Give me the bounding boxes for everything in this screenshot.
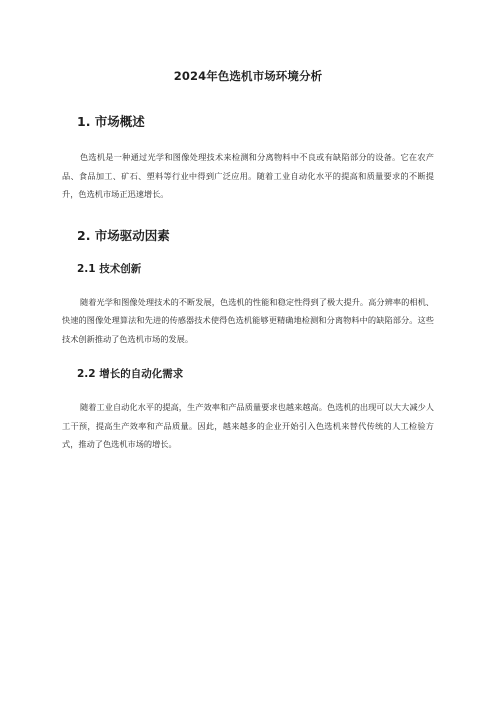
document-content [62,68,434,477]
subsection-heading-automation-demand: 2.2 增长的自动化需求 [77,368,184,380]
paragraph-automation-demand: 随着工业自动化水平的提高，生产效率和产品质量要求也越来越高。色选机的出现可以大大减少人工干预，提高生产效率和产品质量。因此，越来越多的企业开始引入色选机来替代传统的人工检验方式，推动了色选机市场的增长。 [62,402,434,449]
document-title: 2024年色选机市场环境分析 [173,69,323,83]
paragraph-market-overview: 色选机是一种通过光学和图像处理技术来检测和分离物料中不良或有缺陷部分的设备。它在农产品、食品加工、矿石、塑料等行业中得到广泛应用。随着工业自动化水平的提高和质量要求的不断提升，色选机市场正迅速增长。 [62,152,434,199]
section-heading-market-overview: 1. 市场概述 [77,114,145,129]
subsection-heading-tech-innovation: 2.1 技术创新 [77,262,142,275]
section-heading-market-drivers: 2. 市场驱动因素 [77,227,170,243]
paragraph-tech-innovation: 随着光学和图像处理技术的不断发展，色选机的性能和稳定性得到了极大提升。高分辨率的相机、快速的图像处理算法和先进的传感器技术使得色选机能够更精确地检测和分离物料中的缺陷部分。这些技术创新推动了色选机市场的发展。 [62,296,434,344]
